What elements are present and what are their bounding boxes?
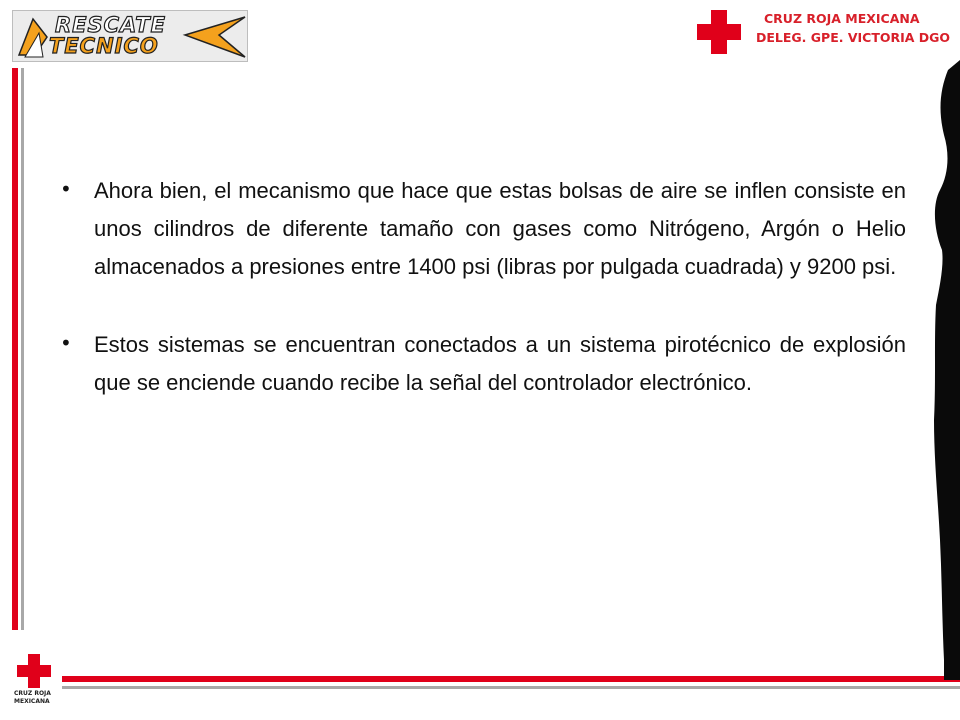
bottom-red-bar bbox=[62, 676, 960, 682]
bullet-text: Estos sistemas se encuentran conectados a un sistema pirotécnico de explosión que se enciende cuando recibe la señal del controlador electrónico. bbox=[94, 332, 906, 395]
bullet-item bbox=[58, 326, 906, 402]
cruz-roja-name: CRUZ ROJA MEXICANA bbox=[764, 11, 920, 26]
cruz-roja-delegation: DELEG. GPE. VICTORIA DGO bbox=[756, 30, 951, 45]
bullet-item bbox=[58, 172, 906, 286]
bullet-icon: • bbox=[60, 331, 72, 355]
rescate-tecnico-logo bbox=[12, 10, 248, 62]
bullet-text: Ahora bien, el mecanismo que hace que estas bolsas de aire se inflen consiste en unos cilindros de diferente tamaño con gases como Nitrógeno, Argón o Helio almacenados a presiones entre 1400 psi (libras por pulgada cuadrada) y 9200 psi. bbox=[94, 178, 906, 279]
cruz-roja-logo bbox=[694, 6, 951, 54]
logo-rescate-line2: TECNICO bbox=[49, 34, 159, 58]
bottom-gray-bar bbox=[62, 686, 960, 689]
bullet-icon: • bbox=[60, 177, 72, 201]
red-cross-icon bbox=[14, 652, 54, 688]
red-cross-icon bbox=[694, 8, 748, 54]
logo-rescate-line1: RESCATE bbox=[55, 13, 166, 37]
left-gray-bar bbox=[21, 68, 24, 630]
footer-logo-line2: MEXICANA bbox=[14, 698, 50, 705]
left-red-bar bbox=[12, 68, 18, 630]
cruz-roja-footer-logo bbox=[10, 650, 58, 718]
silhouette-decoration bbox=[900, 60, 960, 680]
footer-logo-line1: CRUZ ROJA bbox=[14, 690, 51, 697]
slide-content bbox=[58, 172, 906, 442]
